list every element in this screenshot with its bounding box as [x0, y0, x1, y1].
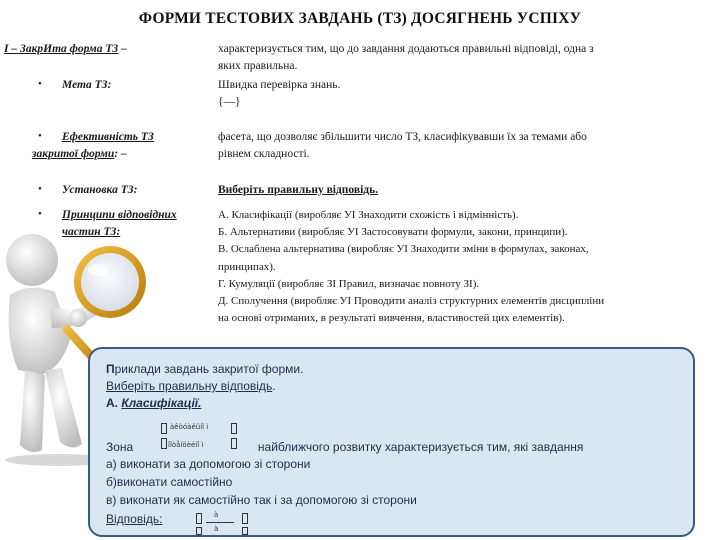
desc-principles [218, 207, 688, 327]
term-efficiency-dash: : – [114, 148, 127, 160]
term-closed-form-dash: – [118, 43, 127, 55]
formula-bottom-line: ïîòåíöèéíî ì [168, 441, 204, 449]
answer-bracket-icon [196, 513, 202, 524]
desc-line: Г. Кумуляції (виробляє ЗІ Правил, визначає повноту ЗІ). [218, 277, 480, 290]
example-callout-box [88, 347, 695, 537]
option-a: а) виконати за допомогою зі сторони [106, 457, 311, 471]
answer-label: Відповідь: [106, 512, 163, 526]
term-efficiency-2 [32, 146, 127, 163]
zone-rest: найближчого розвитку характеризується тим, які завдання [257, 440, 584, 454]
bullet: • [38, 78, 42, 90]
callout-classification [106, 395, 201, 411]
bullet: • [38, 208, 42, 220]
desc-efficiency [218, 129, 688, 163]
term-principles-label: Принципи відповідних [62, 209, 177, 221]
desc-line: Д. Сполучення (виробляє УІ Проводити аналіз структурних елементів дисципліни [218, 295, 605, 308]
term-closed-form [4, 41, 127, 58]
answer-fraction-bar [206, 522, 234, 523]
desc-line: Швидка перевірка знань. [218, 79, 341, 91]
desc-line: принципах). [218, 260, 276, 273]
term-principles-label-2: частин ТЗ: [62, 226, 121, 238]
bullet: • [38, 130, 42, 142]
term-setting: Установка ТЗ: [62, 184, 138, 196]
answer-bracket-icon [196, 527, 202, 535]
desc-line: А. Класифікації (виробляє УІ Знаходити схожість і відмінність). [218, 209, 519, 221]
desc-setting [218, 182, 688, 199]
option-b: б)виконати самостійно [106, 475, 233, 489]
formula-bracket-icon [161, 423, 167, 434]
callout-classification-prefix: А. [106, 396, 122, 410]
answer-bracket-icon [242, 527, 248, 535]
term-goal: Мета ТЗ: [62, 79, 112, 91]
answer-fraction-denominator: à [214, 525, 219, 533]
desc-line: {—} [218, 96, 241, 108]
formula-top-line: àêòóàëüíî ì [170, 423, 209, 431]
desc-line: на основі отриманих, в результаті вивчення, властивостей цих елементів). [218, 312, 565, 325]
desc-line: В. Ослаблена альтернатива (виробляє УІ Знаходити зміни в формулах, законах, [218, 243, 589, 256]
callout-instruction-dot: . [272, 379, 276, 393]
term-efficiency-label-2: закритої форми [32, 148, 115, 160]
option-c: в) виконати як самостійно так і за допомогою зі сторони [106, 493, 417, 507]
bullet: • [38, 183, 42, 195]
desc-closed-form [218, 41, 688, 75]
formula-bracket-icon [231, 423, 237, 434]
callout-instruction [106, 378, 276, 394]
term-closed-form-label: І – ЗакрИта форма ТЗ [4, 43, 119, 55]
formula-bracket-icon [231, 438, 237, 449]
desc-line: характеризується тим, що до завдання додаються правильні відповіді, одна з [218, 43, 594, 55]
answer-fraction-numerator: à [214, 511, 219, 519]
desc-line: яких правильна. [218, 60, 298, 72]
formula-bracket-icon [161, 438, 167, 449]
desc-line: Виберіть правильну відповідь. [218, 184, 379, 196]
callout-classification-label: Класифікації. [121, 396, 202, 410]
zone-word: Зона [106, 440, 134, 454]
callout-heading: Приклади завдань закритої форми. [106, 362, 304, 376]
term-efficiency-label: Ефективність ТЗ [62, 131, 154, 143]
answer-bracket-icon [242, 513, 248, 524]
page-title: ФОРМИ ТЕСТОВИХ ЗАВДАНЬ (ТЗ) ДОСЯГНЕНЬ УСПІХУ [138, 10, 582, 27]
term-efficiency [62, 129, 154, 146]
desc-goal [218, 77, 688, 111]
desc-line: Б. Альтернативи (виробляє УІ Застосовувати формули, закони, принципи). [218, 226, 568, 239]
desc-line: фасета, що дозволяє збільшити число ТЗ, класифікувавши їх за темами або [218, 131, 587, 143]
desc-line: рівнем складності. [218, 148, 310, 160]
callout-instruction-text: Виберіть правильну відповідь [106, 379, 273, 393]
